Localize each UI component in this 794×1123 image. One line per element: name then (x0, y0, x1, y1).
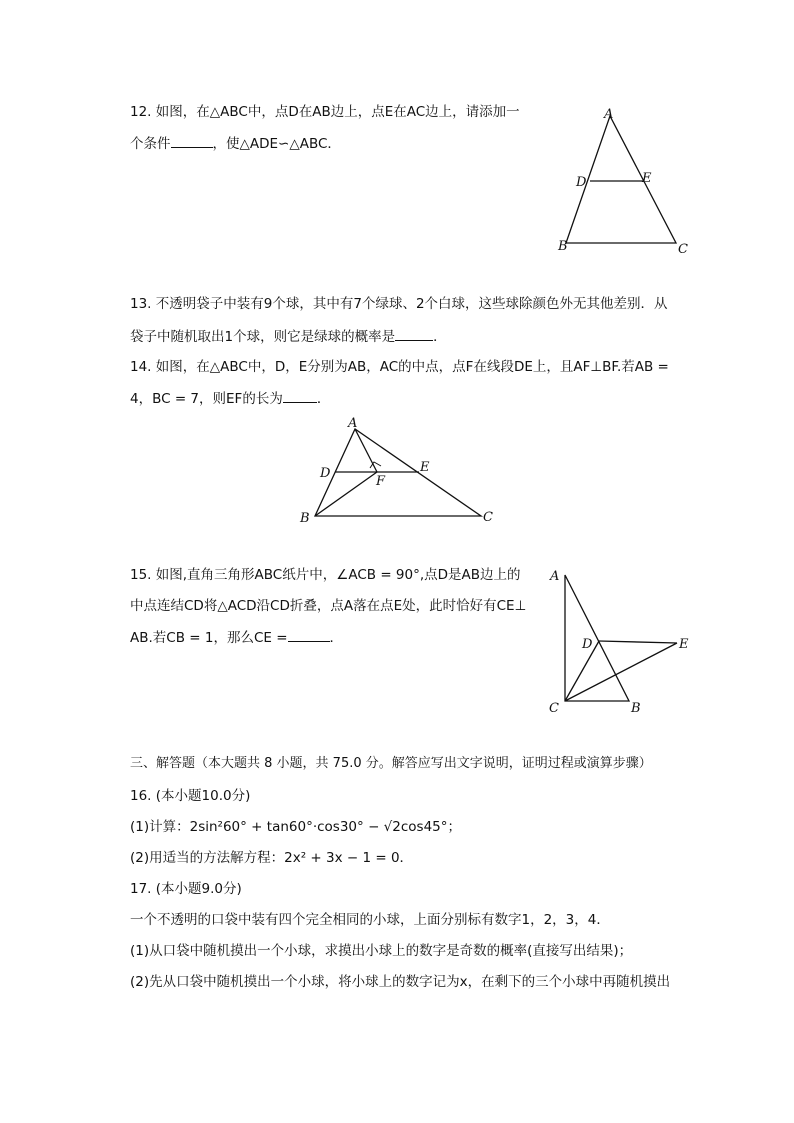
section3-heading: 三、解答题（本大题共 8 小题，共 75.0 分。解答应写出文字说明，证明过程或演算步骤） (130, 756, 652, 771)
q13-line2-post: ． (433, 329, 447, 345)
q16-part1: (1)计算：2sin²60° + tan60°·cos30° − √2cos45°； (130, 819, 462, 835)
q12-label-B: B (558, 239, 568, 254)
q14-label-A: A (348, 416, 358, 431)
q15-label-B: B (631, 701, 641, 716)
q15-triangle-figure (545, 566, 695, 716)
q12-answer-blank (171, 133, 213, 148)
q15-answer-blank (288, 627, 330, 642)
q12-triangle-figure (556, 104, 696, 264)
q14-label-E: E (420, 460, 430, 475)
q13-answer-blank (395, 326, 433, 341)
q15-label-C: C (549, 701, 559, 716)
q17-part2: (2)先从口袋中随机摸出一个小球，将小球上的数字记为x，在剩下的三个小球中再随机摸出 (130, 974, 671, 990)
q12-label-A: A (604, 107, 614, 122)
q13-line1: 13. 不透明袋子中装有9个球，其中有7个绿球、2个白球，这些球除颜色外无其他差别．从 (130, 296, 668, 312)
q14-label-D: D (320, 466, 331, 481)
q14-label-C: C (483, 510, 493, 525)
q14-label-B: B (300, 511, 310, 526)
q15-line3 (130, 627, 343, 648)
q12-line2-post: ，使△ADE∽△ABC． (212, 136, 341, 152)
q14-line2 (130, 388, 330, 409)
q15-line1: 15. 如图,直角三角形ABC纸片中，∠ACB = 90°,点D是AB边上的 (130, 567, 521, 583)
q14-answer-blank (283, 388, 317, 403)
q14-label-F: F (376, 474, 386, 489)
q15-label-A: A (550, 569, 560, 584)
q15-line2: 中点连结CD将△ACD沿CD折叠，点A落在点E处，此时恰好有CE⊥ (130, 598, 527, 614)
q12-line2 (130, 133, 341, 154)
q15-line3-post: ． (329, 630, 344, 646)
q12-label-D: D (576, 175, 587, 190)
q12-line2-pre: 个条件 (130, 136, 171, 152)
q17-header: 17. (本小题9.0分) (130, 881, 242, 897)
q15-label-E: E (679, 637, 689, 652)
q12-label-E: E (642, 171, 652, 186)
q13-line2-pre: 袋子中随机取出1个球，则它是绿球的概率是 (130, 329, 396, 345)
q12-label-C: C (678, 242, 688, 257)
q12-line1: 12. 如图，在△ABC中，点D在AB边上，点E在AC边上，请添加一 (130, 104, 520, 120)
q14-triangle-figure (296, 414, 506, 529)
q16-part2: (2)用适当的方法解方程：2x² + 3x − 1 = 0． (130, 850, 414, 866)
q13-line2 (130, 326, 447, 347)
q17-intro: 一个不透明的口袋中装有四个完全相同的小球，上面分别标有数字1，2，3，4． (130, 912, 610, 928)
q15-line3-pre: AB.若CB = 1，那么CE = (130, 630, 288, 646)
q14-line1: 14. 如图，在△ABC中，D，E分别为AB，AC的中点，点F在线段DE上，且AF⊥BF.若AB = (130, 359, 669, 375)
q14-line2-post: ． (316, 391, 331, 407)
q16-header: 16. (本小题10.0分) (130, 788, 251, 804)
q14-line2-pre: 4，BC = 7，则EF的长为 (130, 391, 283, 407)
q17-part1: (1)从口袋中随机摸出一个小球，求摸出小球上的数字是奇数的概率(直接写出结果)； (130, 943, 633, 959)
q15-label-D: D (582, 637, 593, 652)
